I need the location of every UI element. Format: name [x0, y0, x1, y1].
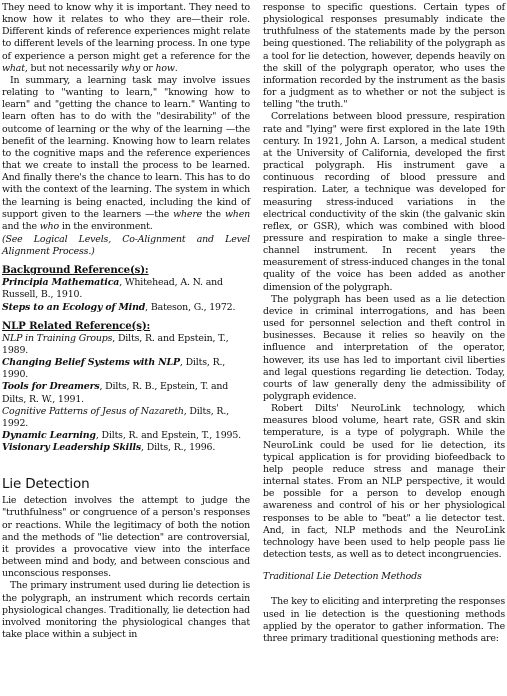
reference-item: Visionary Leadership Skills, Dilts, R., 1996. [2, 442, 216, 454]
paragraph-reference-experiences: They need to know why it is important. They need to know how it relates to who they are—their role. Different kinds of reference experiences might relate to different levels of the learning process. In one type of experience a person might get a reference for the what, but not necessarily why or how. [2, 2, 250, 74]
paragraph-summary: In summary, a learning task may involve issues relating to "wanting to learn," "knowing how to learn" and "getting the chance to learn." Wanting to learn often has to do with the "desirability" of the outcome of learning or the why of the learning —the benefit of the learning. Knowing how to learn relates to the cognitive maps and the reference experiences that we create to install the process to be learned. And finally there's the chance to learn. This has to do with the context of the learning. The system in which the learning is being enacted, including the kind of support given to the learners —the where the when and the who in the environment. [2, 74, 250, 232]
nlp-references-heading: NLP Related Reference(s): [2, 319, 151, 332]
section-title-lie-detection: Lie Detection [2, 476, 90, 493]
subheading-traditional-methods: Traditional Lie Detection Methods [263, 571, 422, 583]
paragraph-polygraph-instrument: The primary instrument used during lie detection is the polygraph, an instrument which records certain physiological changes. Traditionally, lie detection had involved monitoring the physiological changes that take place within a subject in [2, 580, 250, 641]
paragraph-questioning-methods: The key to eliciting and interpreting the responses used in lie detection is the questioning methods applied by the operator to gather information. The three primary traditional questioning methods are: [263, 596, 505, 644]
left-column [2, 2, 250, 641]
background-references-heading: Background Reference(s): [2, 264, 149, 277]
reference-item: NLP in Training Groups, Dilts, R. and Epstein, T., 1989. [2, 332, 229, 356]
reference-item: Principia Mathematica, Whitehead, A. N. and Russell, B., 1910. [2, 277, 223, 301]
reference-item: Steps to an Ecology of Mind, Bateson, G., 1972. [2, 301, 236, 313]
right-column [263, 2, 505, 645]
paragraph-physiological-responses: response to specific questions. Certain types of physiological responses presumably indicate the truthfulness of the statements made by the person being questioned. The reliability of the polygraph as a tool for lie detection, however, depends heavily on the skill of the polygraph operator, who uses the information recorded by the instrument as the basis for a judgment as to whether or not the subject is telling "the truth." [263, 2, 505, 111]
reference-item: Cognitive Patterns of Jesus of Nazareth, Dilts, R., 1992. [2, 405, 229, 429]
paragraph-polygraph-history: Correlations between blood pressure, respiration rate and "lying" were first explored in the late 19th century. In 1921, John A. Larson, a medical student at the University of California, developed the first practical polygraph. His instrument gave a continuous recording of blood pressure and respiration. Later, a technique was developed for measuring stress-induced variations in the electrical conductivity of the skin (the galvanic skin reflex, or GSR), which was combined with blood pressure and respiration to make a single three-channel instrument. In recent years the measurement of stress-induced changes in the tonal quality of the voice has been added as another dimension of the polygraph. [263, 111, 505, 293]
paragraph-lie-intro: Lie detection involves the attempt to judge the "truthfulness" or congruence of a person's responses or reactions. While the legitimacy of both the notion and the methods of "lie detection" are controversial, it provides a provocative view into the interface between mind and body, and between conscious and unconscious responses. [2, 495, 250, 580]
reference-item: Changing Belief Systems with NLP, Dilts, R., 1990. [2, 357, 226, 381]
paragraph-polygraph-use: The polygraph has been used as a lie detection device in criminal interrogations, and has been used for personnel selection and theft control in businesses. Because it relies so heavily on the influence and interpretation of the operator, however, its use has led to important civil liberties and legal questions regarding lie detection. Today, courts of law generally deny the admissibility of polygraph evidence. [263, 293, 505, 402]
reference-item: Tools for Dreamers, Dilts, R. B., Epstein, T. and Dilts, R. W., 1991. [2, 381, 229, 405]
see-also-note: (See Logical Levels, Co-Alignment and Level Alignment Process.) [2, 233, 250, 258]
reference-item: Dynamic Learning, Dilts, R. and Epstein, T., 1995. [2, 430, 242, 441]
paragraph-neurolink: Robert Dilts' NeuroLink technology, which measures blood volume, heart rate, GSR and skin temperature, is a type of polygraph. While the NeuroLink could be used for lie detection, its typical application is for providing biofeedback to help people reduce stress and manage their internal states. From an NLP perspective, it would be possible for a person to develop enough awareness and control of his or her physiological responses to be able to "beat" a lie detector test. And, in fact, NLP methods and the NeuroLink technology have been used to help people pass lie detection tests, as well as to detect incongruencies. [263, 403, 505, 561]
